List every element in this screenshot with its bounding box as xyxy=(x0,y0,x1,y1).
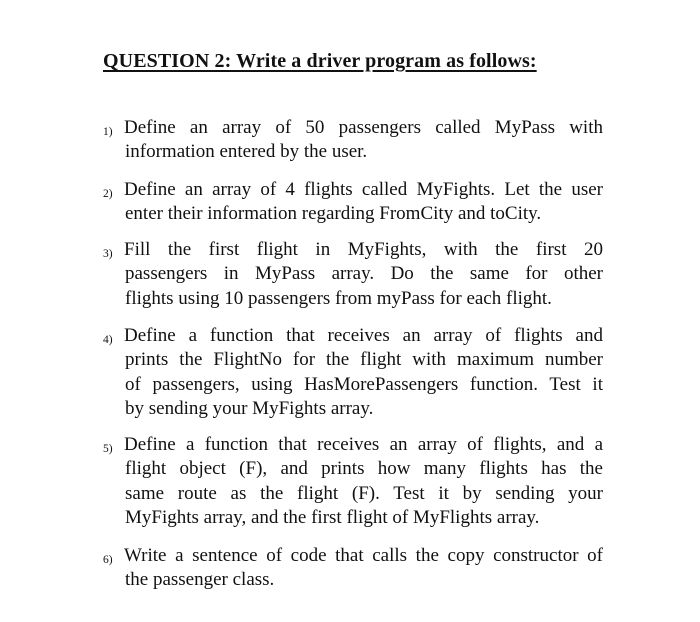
item-line: Define a function that receives an array of flights and xyxy=(124,325,603,346)
item-line: enter their information regarding FromCity and toCity. xyxy=(125,203,542,225)
item-line: of passengers, using HasMorePassengers function. Test it xyxy=(125,373,603,395)
item-line: flights using 10 passengers from myPass for each flight. xyxy=(125,287,552,309)
item-line: by sending your MyFights array. xyxy=(125,398,374,420)
item-line: information entered by the user. xyxy=(125,141,368,163)
question-heading: QUESTION 2: Write a driver program as follows: xyxy=(103,50,537,72)
item-number: 2) xyxy=(103,188,113,200)
list-item xyxy=(103,238,603,311)
list-item xyxy=(103,178,603,227)
item-line: prints the FlightNo for the flight with maximum number xyxy=(125,349,603,371)
item-line: the passenger class. xyxy=(125,569,275,591)
item-line: passengers in MyPass array. Do the same for other xyxy=(125,263,603,285)
item-number: 4) xyxy=(103,334,113,346)
item-line: same route as the flight (F). Test it by sending your xyxy=(125,482,603,504)
item-line: Define an array of 4 flights called MyFights. Let the user xyxy=(124,179,603,200)
item-line: Define an array of 50 passengers called MyPass with xyxy=(124,117,603,138)
item-number: 5) xyxy=(103,443,113,455)
list-item xyxy=(103,324,603,422)
item-number: 6) xyxy=(103,554,113,566)
item-line: flight object (F), and prints how many flights has the xyxy=(125,458,603,480)
list-item xyxy=(103,433,603,531)
item-number: 1) xyxy=(103,126,113,138)
item-number: 3) xyxy=(103,248,113,260)
item-line: Define a function that receives an array of flights, and a xyxy=(124,434,603,455)
list-item xyxy=(103,544,603,593)
item-line: Fill the first flight in MyFights, with the first 20 xyxy=(124,239,603,260)
list-item xyxy=(103,116,603,165)
item-line: MyFights array, and the first flight of MyFlights array. xyxy=(125,507,540,529)
item-line: Write a sentence of code that calls the copy constructor of xyxy=(124,545,603,566)
